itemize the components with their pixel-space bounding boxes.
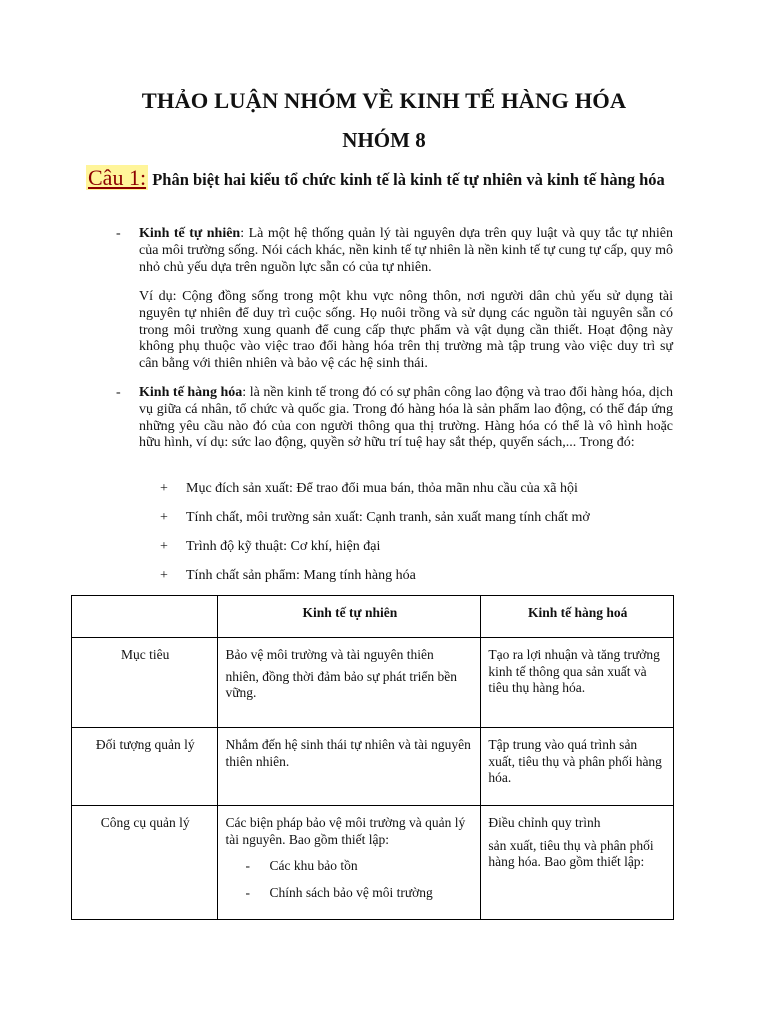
table-row-label: Công cụ quản lý [72, 806, 218, 920]
table-header-commodity: Kinh tế hàng hoá [481, 596, 674, 638]
cell-line: Nhắm đến hệ sinh thái tự nhiên và tài nguyên thiên nhiên. [225, 737, 471, 769]
section2-definition [139, 385, 673, 452]
table-cell [481, 638, 674, 728]
cell-line: Tập trung vào quá trình sản xuất, tiêu thụ và phân phối hàng hóa. [488, 737, 662, 785]
table-row-label: Mục tiêu [72, 638, 218, 728]
cell-line: sản xuất, tiêu thụ và phân phối hàng hóa. Bao gồm thiết lập: [488, 837, 654, 869]
list-item-text: Tính chất sản phẩm: Mang tính hàng hóa [186, 568, 416, 583]
section2-definition-text: : là nền kinh tế trong đó có sự phân công lao động và trao đổi hàng hóa, dịch vụ giữa cá nhân, tổ chức và quốc gia. Trong đó hàng hóa là sản phẩm lao động, có thể đáp ứng những yêu cầu nào đó của con người thông qua thị trường. Hàng hóa có thể là vô hình hoặc hữu hình, ví dụ: sức lao động, quyền sở hữu trí tuệ hay sắt thép, quyển sách,... Trong đó: [139, 385, 673, 451]
table-row [72, 638, 674, 728]
cell-line: Các biện pháp bảo vệ môi trường và quản lý tài nguyên. Bao gồm thiết lập: [225, 815, 466, 847]
plus-bullet: + [160, 481, 168, 496]
question-label: Câu 1: [88, 165, 147, 190]
plus-bullet: + [160, 568, 168, 583]
table-cell [481, 728, 674, 806]
list-item [160, 539, 380, 555]
table-row [72, 806, 674, 920]
question-heading [86, 166, 686, 191]
cell-bullet-item [225, 885, 474, 902]
cell-line: nhiên, đồng thời đảm bảo sự phát triển bền vững. [225, 668, 458, 700]
cell-line: Điều chỉnh quy trình [488, 815, 601, 830]
table-header-empty [72, 596, 218, 638]
list-item-text: Mục đích sản xuất: Để trao đổi mua bán, thỏa mãn nhu cầu của xã hội [186, 481, 578, 496]
list-item [160, 568, 416, 584]
table-cell [218, 638, 481, 728]
section1-bullet: - [116, 226, 121, 241]
dash-bullet: - [245, 884, 250, 900]
plus-bullet: + [160, 510, 168, 525]
list-item [160, 510, 590, 526]
table-cell [218, 728, 481, 806]
cell-line: Bảo vệ môi trường và tài nguyên thiên [225, 647, 434, 662]
section1-example: Ví dụ: Cộng đồng sống trong một khu vực nông thôn, nơi người dân chủ yếu sử dụng tài nguyên tự nhiên để duy trì cuộc sống. Họ nuôi trồng và sử dụng các nguồn tài nguyên sẵn có trong môi trường xung quanh để cung cấp thực phẩm và vật dụng cần thiết. Hoạt động này không phụ thuộc vào việc trao đổi hàng hóa trên thị trường mà tập trung vào việc duy trì sự cân bằng với thiên nhiên và bảo vệ các hệ sinh thái. [139, 289, 673, 372]
table-cell [481, 806, 674, 920]
list-item [160, 481, 578, 497]
table-header-row [72, 596, 674, 638]
section2-term: Kinh tế hàng hóa [139, 385, 243, 400]
section1-term: Kinh tế tự nhiên [139, 226, 241, 241]
section1-definition-text: : Là một hệ thống quản lý tài nguyên dựa trên quy luật và quy tắc tự nhiên của môi trường sống. Nói cách khác, nền kinh tế tự nhiên là nền kinh tế tự cung tự cấp, quy mô nhỏ chủ yếu dựa trên nguồn lực sẵn có của tự nhiên. [139, 226, 673, 275]
cell-bullet-text: Chính sách bảo vệ môi trường [269, 884, 433, 900]
comparison-table [71, 595, 674, 920]
cell-bullet-item [225, 858, 474, 875]
document-title: THẢO LUẬN NHÓM VỀ KINH TẾ HÀNG HÓA [141, 88, 627, 113]
document-subtitle: NHÓM 8 [342, 128, 426, 152]
plus-bullet: + [160, 539, 168, 554]
cell-line: Tạo ra lợi nhuận và tăng trưởng kinh tế thông qua sản xuất và tiêu thụ hàng hóa. [488, 647, 660, 695]
cell-bullet-text: Các khu bảo tồn [269, 858, 358, 873]
table-row [72, 728, 674, 806]
table-row-label: Đối tượng quản lý [72, 728, 218, 806]
section2-bullet: - [116, 385, 121, 400]
table-cell [218, 806, 481, 920]
list-item-text: Tính chất, môi trường sản xuất: Cạnh tranh, sản xuất mang tính chất mở [186, 510, 590, 525]
section1-definition [139, 226, 673, 276]
dash-bullet: - [245, 858, 250, 873]
question-text: Phân biệt hai kiểu tổ chức kinh tế là kinh tế tự nhiên và kinh tế hàng hóa [148, 170, 665, 189]
list-item-text: Trình độ kỹ thuật: Cơ khí, hiện đại [186, 539, 381, 554]
table-header-natural: Kinh tế tự nhiên [218, 596, 481, 638]
